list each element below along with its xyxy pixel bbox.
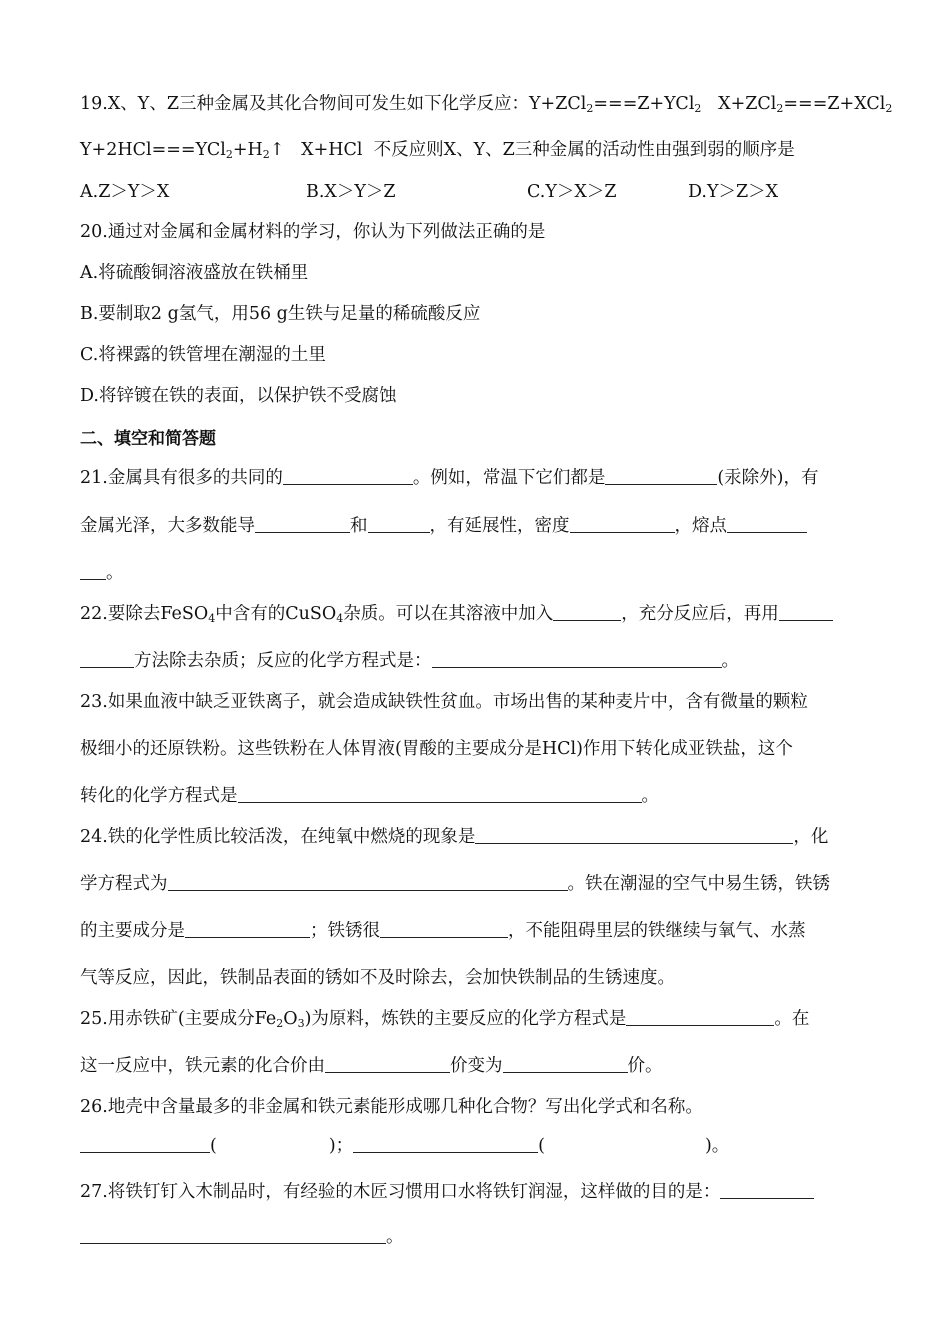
q25-text: 价。 <box>627 1056 663 1076</box>
subscript: 2 <box>225 148 233 161</box>
q24-text: ，不能阻碍里层的铁继续与氧气、水蒸 <box>508 921 806 941</box>
q24-line1 <box>80 825 828 849</box>
answer-blank[interactable] <box>185 919 310 938</box>
q23-line2: 极细小的还原铁粉。这些铁粉在人体胃液(胃酸的主要成分是HCl)作用下转化成亚铁盐，这个 <box>80 739 793 759</box>
q21-line1 <box>80 466 819 490</box>
q26-text: ( <box>538 1136 545 1156</box>
q21-line2 <box>80 514 807 538</box>
q19-text-g: ↑ X+HCl 不反应则X、Y、Z三种金属的活动性由强到弱的顺序是 <box>269 140 795 160</box>
q21-text: 21.金属具有很多的共同的 <box>80 468 283 488</box>
answer-blank[interactable] <box>503 1054 628 1073</box>
q24-text: 的主要成分是 <box>80 921 185 941</box>
answer-blank[interactable] <box>325 1054 450 1073</box>
q19-text-f: +H <box>232 140 263 160</box>
answer-blank[interactable] <box>353 1134 538 1153</box>
q19-line2 <box>80 138 795 162</box>
q26-text: ( <box>210 1136 217 1156</box>
q25-line1 <box>80 1007 809 1031</box>
answer-blank[interactable] <box>432 649 722 668</box>
subscript: 3 <box>297 1017 305 1030</box>
answer-blank[interactable] <box>779 602 833 621</box>
answer-blank[interactable] <box>626 1007 774 1026</box>
answer-blank[interactable] <box>720 1180 814 1199</box>
q22-text: ，充分反应后，再用 <box>621 604 779 624</box>
q19-line1 <box>80 92 892 116</box>
answer-blank[interactable] <box>255 514 350 533</box>
subscript: 2 <box>694 102 702 115</box>
subscript: 2 <box>885 102 893 115</box>
q26-text: )。 <box>704 1136 730 1156</box>
q25-text: 。在 <box>774 1009 810 1029</box>
q23-line3 <box>80 784 659 808</box>
q25-text: )为原料，炼铁的主要反应的化学方程式是 <box>304 1009 627 1029</box>
q26-line2 <box>80 1134 729 1158</box>
answer-blank[interactable] <box>80 649 134 668</box>
q27-line2 <box>80 1225 404 1249</box>
q20-option-a: A.将硫酸铜溶液盛放在铁桶里 <box>80 263 309 283</box>
q24-text: 学方程式为 <box>80 874 168 894</box>
q24-text: ；铁锈很 <box>310 921 380 941</box>
answer-blank[interactable] <box>80 1225 386 1244</box>
q21-text: 金属光泽，大多数能导 <box>80 516 255 536</box>
q25-text: O <box>283 1009 298 1029</box>
q22-text: 。 <box>721 651 739 671</box>
answer-blank[interactable] <box>475 825 793 844</box>
answer-blank[interactable] <box>380 919 508 938</box>
q22-text: 22.要除去FeSO <box>80 604 209 624</box>
q25-text: 价变为 <box>450 1056 503 1076</box>
q21-text: ，有延展性，密度 <box>429 516 570 536</box>
subscript: 2 <box>262 148 270 161</box>
q20-option-b: B.要制取2 g氢气，用56 g生铁与足量的稀硫酸反应 <box>80 304 481 324</box>
q23-text: 。 <box>641 786 659 806</box>
q22-text: 中含有的CuSO <box>215 604 337 624</box>
answer-blank[interactable] <box>80 1134 210 1153</box>
answer-blank[interactable] <box>727 514 807 533</box>
section-heading: 二、填空和简答题 <box>80 429 216 449</box>
subscript: 4 <box>208 612 216 625</box>
q20-option-c: C.将裸露的铁管埋在潮湿的土里 <box>80 345 326 365</box>
q19-text-b: ===Z+YCl <box>593 94 695 114</box>
q21-text: ，熔点 <box>674 516 727 536</box>
q24-line3 <box>80 919 806 943</box>
subscript: 4 <box>336 612 344 625</box>
q24-text: 24.铁的化学性质比较活泼，在纯氧中燃烧的现象是 <box>80 827 476 847</box>
q20-stem: 20.通过对金属和金属材料的学习，你认为下列做法正确的是 <box>80 222 546 242</box>
q19-option-c: C.Y＞X＞Z <box>527 182 617 202</box>
q19-text-e: Y+2HCl===YCl <box>80 140 226 160</box>
q22-text: 杂质。可以在其溶液中加入 <box>343 604 554 624</box>
subscript: 2 <box>586 102 594 115</box>
q19-option-b: B.X＞Y＞Z <box>306 182 396 202</box>
q23-line1: 23.如果血液中缺乏亚铁离子，就会造成缺铁性贫血。市场出售的某种麦片中，含有微量的颗粒 <box>80 692 808 712</box>
q26-text: )； <box>328 1136 354 1156</box>
q19-text-c: X+ZCl <box>701 94 777 114</box>
q24-text: 。铁在潮湿的空气中易生锈，铁锈 <box>567 874 830 894</box>
answer-blank[interactable] <box>283 466 413 485</box>
answer-blank[interactable] <box>238 784 642 803</box>
q22-line1 <box>80 602 833 626</box>
q21-text: 。 <box>106 563 124 583</box>
q27-text: 。 <box>386 1227 404 1247</box>
q24-line2 <box>80 872 830 896</box>
answer-blank[interactable] <box>605 466 717 485</box>
subscript: 2 <box>776 102 784 115</box>
answer-blank[interactable] <box>553 602 621 621</box>
q21-text: (汞除外)，有 <box>717 468 819 488</box>
q25-line2 <box>80 1054 663 1078</box>
q21-text: 。例如，常温下它们都是 <box>412 468 606 488</box>
q19-text-d: ===Z+XCl <box>783 94 886 114</box>
q20-option-d: D.将锌镀在铁的表面，以保护铁不受腐蚀 <box>80 386 397 406</box>
q23-text: 转化的化学方程式是 <box>80 786 238 806</box>
answer-blank[interactable] <box>80 561 106 580</box>
answer-blank[interactable] <box>368 514 430 533</box>
q26-line1: 26.地壳中含量最多的非金属和铁元素能形成哪几种化合物？写出化学式和名称。 <box>80 1097 703 1117</box>
subscript: 2 <box>276 1017 284 1030</box>
q21-text: 和 <box>350 516 368 536</box>
q19-text-a: 19.X、Y、Z三种金属及其化合物间可发生如下化学反应：Y+ZCl <box>80 94 587 114</box>
q24-line4: 气等反应，因此，铁制品表面的锈如不及时除去，会加快铁制品的生锈速度。 <box>80 968 675 988</box>
answer-blank[interactable] <box>570 514 675 533</box>
q25-text: 25.用赤铁矿(主要成分Fe <box>80 1009 277 1029</box>
q19-option-a: A.Z＞Y＞X <box>80 182 170 202</box>
q21-line3 <box>80 561 124 585</box>
q27-text: 27.将铁钉钉入木制品时，有经验的木匠习惯用口水将铁钉润湿，这样做的目的是： <box>80 1182 721 1202</box>
q25-text: 这一反应中，铁元素的化合价由 <box>80 1056 325 1076</box>
q19-option-d: D.Y＞Z＞X <box>688 182 779 202</box>
q27-line1 <box>80 1180 814 1204</box>
answer-blank[interactable] <box>168 872 568 891</box>
q22-text: 方法除去杂质；反应的化学方程式是： <box>134 651 432 671</box>
q24-text: ，化 <box>793 827 829 847</box>
q22-line2 <box>80 649 739 673</box>
